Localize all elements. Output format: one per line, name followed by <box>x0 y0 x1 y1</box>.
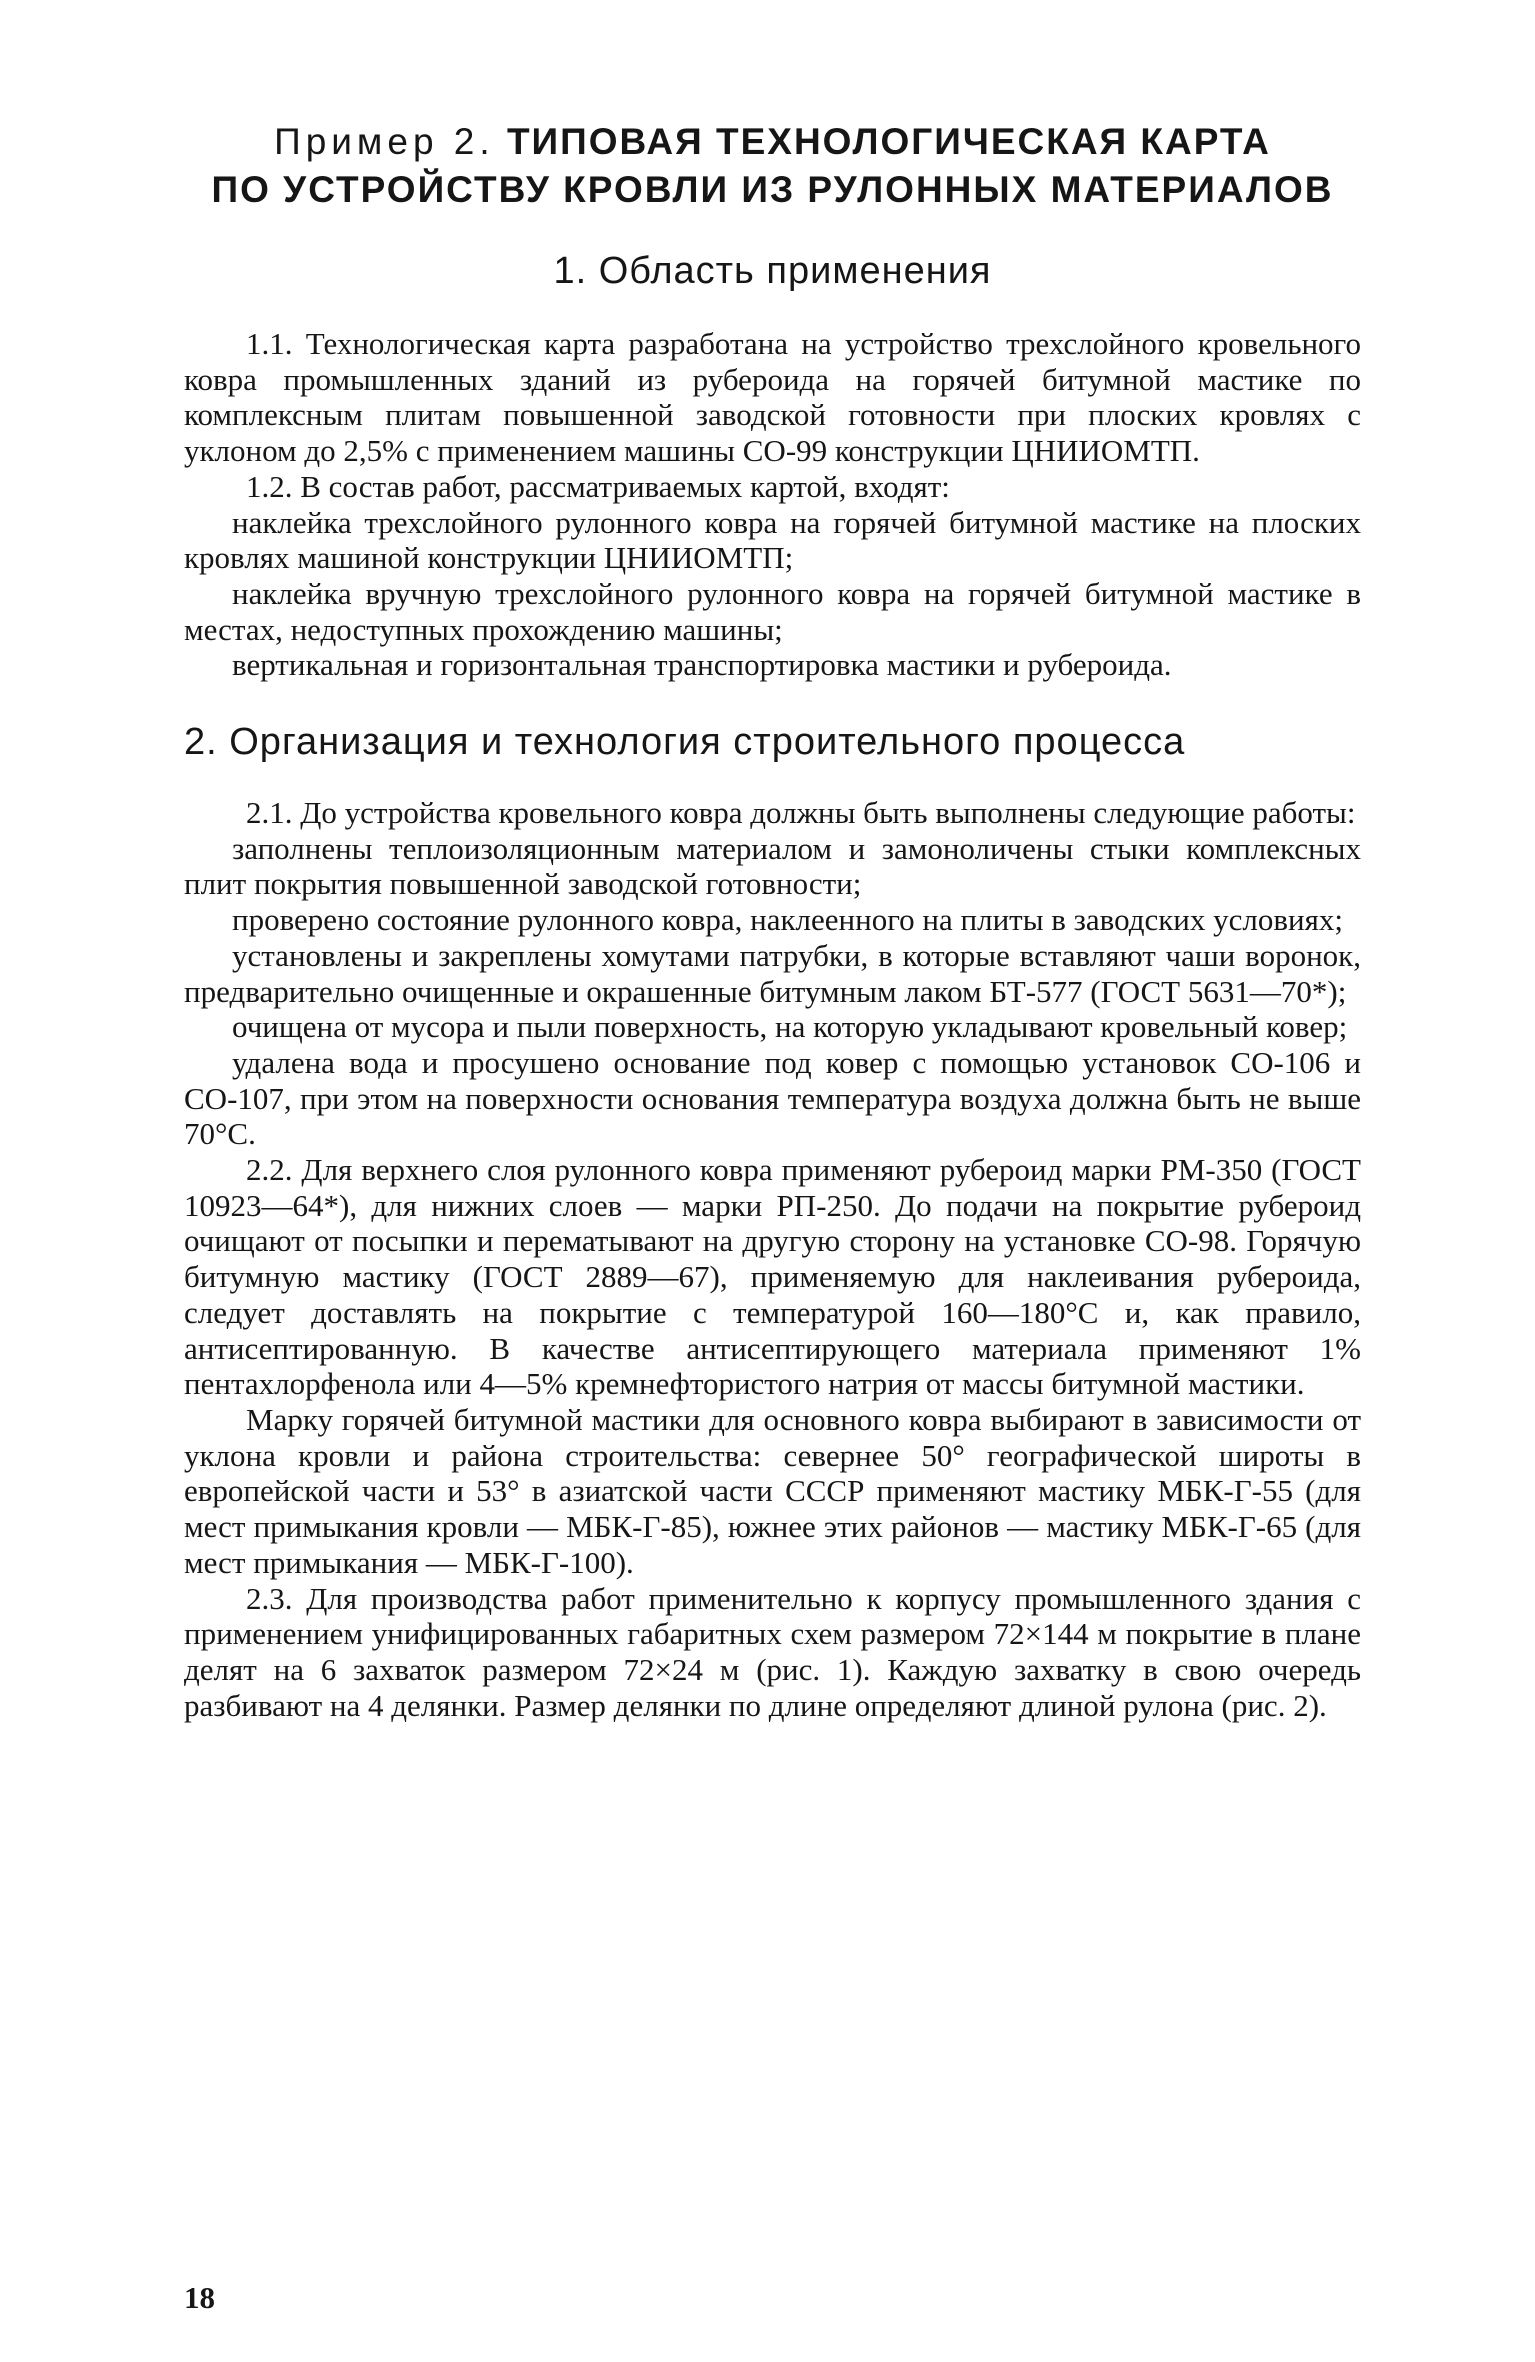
title-line-2: ПО УСТРОЙСТВУ КРОВЛИ ИЗ РУЛОННЫХ МАТЕРИАЛОВ <box>211 169 1334 210</box>
list-item: удалена вода и просушено основание под ковер с помощью установок СО-106 и СО-107, при этом на поверхности основания температура воздуха должна быть не выше 70°С. <box>184 1044 1361 1152</box>
title-main: ТИПОВАЯ ТЕХНОЛОГИЧЕСКАЯ КАРТА <box>506 121 1271 162</box>
list-item: заполнены теплоизоляционным материалом и замоноличены стыки комплексных плит покрытия повышенной заводской готовности; <box>184 830 1361 902</box>
paragraph-2-3: 2.3. Для производства работ применительно к корпусу промышленного здания с применением унифицированных габаритных схем размером 72×144 м покрытие в плане делят на 6 захваток размером 72×24 м (рис. 1). Каждую захватку в свою очередь разбивают на 4 делянки. Размер делянки по длине определяют длиной рулона (рис. 2). <box>184 1580 1361 1723</box>
section-2-heading: 2. Организация и технология строительного процесса <box>184 721 1186 764</box>
page-number: 18 <box>184 2280 215 2315</box>
title-line-1 <box>184 118 1361 166</box>
list-item: наклейка трехслойного рулонного ковра на горячей битумной мастике на плоских кровлях машиной конструкции ЦНИИОМТП; <box>184 504 1361 576</box>
section-2-body <box>184 795 1361 1723</box>
title-lead: Пример 2. <box>274 121 495 162</box>
list-item: вертикальная и горизонтальная транспортировка мастики и рубероида. <box>232 647 1172 683</box>
section-1-heading: 1. Область применения <box>553 250 992 292</box>
paragraph-2-2: 2.2. Для верхнего слоя рулонного ковра применяют рубероид марки РМ-350 (ГОСТ 10923—64*), для нижних слоев — марки РП-250. До подачи на покрытие рубероид очищают от посыпки и перематывают на другую сторону на установке СО-98. Горячую битумную мастику (ГОСТ 2889—67), применяемую для наклеивания рубероида, следует доставлять на покрытие с температурой 160—180°С и, как правило, антисептированную. В качестве антисептирующего материала применяют 1% пентахлорфенола или 4—5% кремнефтористого натрия от массы битумной мастики. <box>184 1152 1361 1402</box>
paragraph-2-1: 2.1. До устройства кровельного ковра должны быть выполнены следующие работы: <box>246 795 1356 831</box>
list-item: очищена от мусора и пыли поверхность, на которую укладывают кровельный ковер; <box>232 1009 1348 1045</box>
paragraph-2-2-cont: Марку горячей битумной мастики для основного ковра выбирают в зависимости от уклона кровли и района строительства: севернее 50° географической широты в европейской части и 53° в азиатской части СССР применяют мастику МБК-Г-55 (для мест примыкания кровли — МБК-Г-85), южнее этих районов — мастику МБК-Г-65 (для мест примыкания — МБК-Г-100). <box>184 1401 1361 1580</box>
paragraph-1-2: 1.2. В состав работ, рассматриваемых картой, входят: <box>246 468 950 504</box>
list-item: наклейка вручную трехслойного рулонного ковра на горячей битумной мастике в местах, недоступных прохождению машины; <box>184 575 1361 647</box>
section-1-body <box>184 326 1361 683</box>
list-item: проверено состояние рулонного ковра, наклеенного на плиты в заводских условиях; <box>232 902 1343 938</box>
list-item: установлены и закреплены хомутами патрубки, в которые вставляют чаши воронок, предварительно очищенные и окрашенные битумным лаком БТ-577 (ГОСТ 5631—70*); <box>184 937 1361 1009</box>
paragraph-1-1: 1.1. Технологическая карта разработана на устройство трехслойного кровельного ковра промышленных зданий из рубероида на горячей битумной мастике по комплексным плитам повышенной заводской готовности при плоских кровлях с уклоном до 2,5% с применением машины СО-99 конструкции ЦНИИОМТП. <box>184 326 1361 469</box>
document-title <box>184 118 1361 214</box>
